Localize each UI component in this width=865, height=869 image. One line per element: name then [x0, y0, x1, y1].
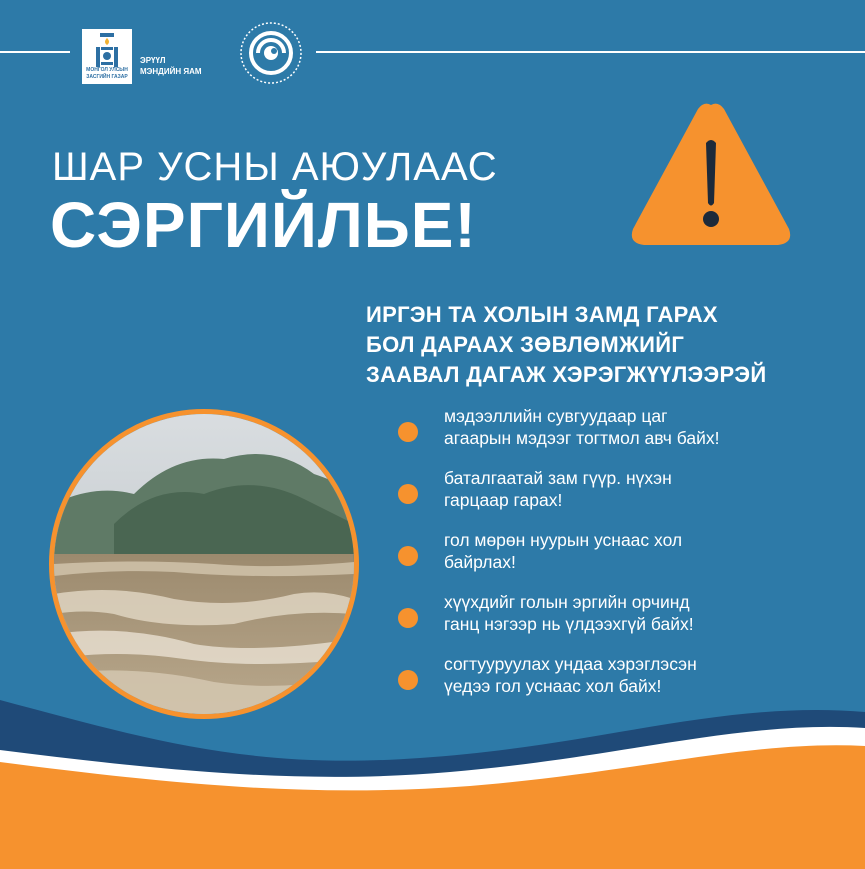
list-item	[398, 467, 838, 529]
list-item-line-2: байрлах!	[444, 552, 516, 572]
public-health-center-logo	[238, 20, 304, 86]
list-item-line-1: хүүхдийг голын эргийн орчинд	[444, 592, 690, 612]
list-item-line-1: мэдээллийн сувгуудаар цаг	[444, 406, 668, 426]
ministry-name-line-2: МЭНДИЙН ЯАМ	[140, 67, 202, 76]
flood-river-photo	[49, 409, 359, 719]
list-item-text	[444, 591, 834, 635]
list-item-line-1: гол мөрөн нуурын уснаас хол	[444, 530, 683, 550]
warning-triangle-icon	[626, 95, 796, 250]
ministry-name	[140, 55, 202, 77]
header-rule-left	[0, 51, 70, 53]
header-rule-right	[316, 51, 865, 53]
list-item	[398, 591, 838, 653]
river-scene-image	[54, 414, 354, 714]
list-item-line-2: ганц нэгээр нь үлдээхгүй байх!	[444, 614, 694, 634]
bullet-dot-icon	[398, 546, 418, 566]
list-item-line-2: үедээ гол уснаас хол байх!	[444, 676, 662, 696]
government-logo-caption-2: ЗАСГИЙН ГАЗАР	[86, 74, 128, 80]
list-item-text	[444, 529, 834, 573]
list-item-line-1: баталгаатай зам гүүр. нүхэн	[444, 468, 672, 488]
bullet-dot-icon	[398, 484, 418, 504]
government-logo	[82, 29, 132, 84]
advice-heading-line-1: ИРГЭН ТА ХОЛЫН ЗАМД ГАРАХ	[366, 302, 718, 327]
decorative-waves	[0, 680, 865, 869]
list-item	[398, 529, 838, 591]
advice-heading	[366, 300, 767, 390]
poster-title-line-2: СЭРГИЙЛЬЕ!	[50, 189, 477, 261]
advice-heading-line-2: БОЛ ДАРААХ ЗӨВЛӨМЖИЙГ	[366, 332, 685, 357]
list-item-text	[444, 467, 834, 511]
list-item	[398, 405, 838, 467]
poster-title-line-1: ШАР УСНЫ АЮУЛААС	[52, 145, 498, 189]
advice-heading-line-3: ЗААВАЛ ДАГАЖ ХЭРЭГЖҮҮЛЭЭРЭЙ	[366, 362, 767, 387]
bullet-dot-icon	[398, 422, 418, 442]
ministry-name-line-1: ЭРҮҮЛ	[140, 56, 166, 65]
government-logo-caption-1: МОНГОЛ УЛСЫН	[86, 67, 128, 73]
list-item-line-2: агаарын мэдээг тогтмол авч байх!	[444, 428, 720, 448]
list-item-line-2: гарцаар гарах!	[444, 490, 563, 510]
list-item-line-1: согтууруулах ундаа хэрэглэсэн	[444, 654, 697, 674]
advice-list	[398, 405, 838, 715]
list-item-text	[444, 405, 834, 449]
public-health-center-emblem-icon	[238, 20, 304, 86]
bullet-dot-icon	[398, 608, 418, 628]
